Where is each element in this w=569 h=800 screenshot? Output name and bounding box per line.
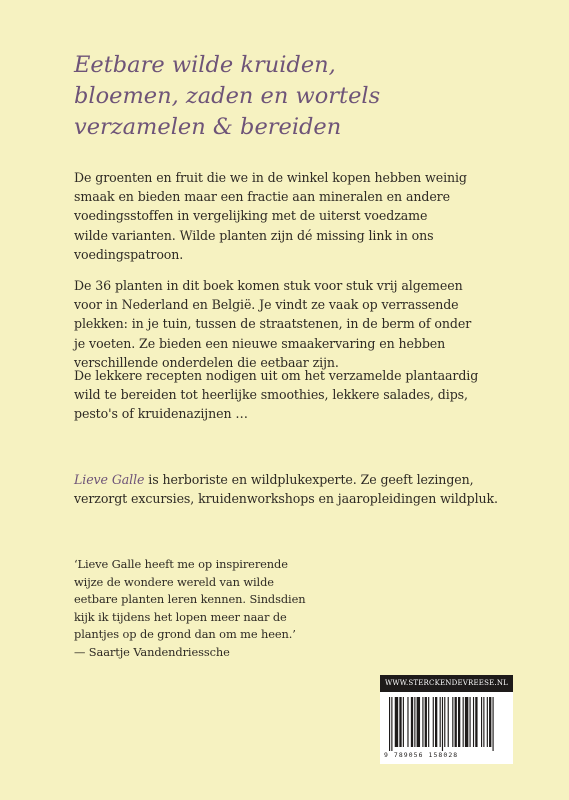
barcode-stripe [440,697,441,747]
barcode-stripe [470,697,471,747]
barcode-stripe [399,697,401,747]
barcode-stripe [487,697,488,747]
blurb-line: wilde varianten. Wilde planten zijn dé missing link in ons [74,227,434,243]
endorsement-quote [74,556,374,662]
publisher-website: WWW.STERCKENDEVREESE.NL [380,675,513,692]
author-name: Lieve Galle [74,472,145,487]
blurb-paragraph-1 [74,168,544,264]
blurb-line: plekken: in je tuin, tussen de straatstenen, in de berm of onder [74,316,472,332]
blurb-paragraph-3 [74,366,544,424]
blurb-line: voedingsstoffen in vergelijking met de uiterst voedzame [74,208,428,224]
blurb-line: De lekkere recepten nodigen uit om het verzamelde plantaardig [74,368,479,383]
blurb-line: De 36 planten in dit boek komen stuk voor stuk vrij algemeen [74,278,463,293]
blurb-line: De groenten en fruit die we in de winkel kopen hebben weinig [74,170,467,185]
author-bio-line [74,470,544,489]
barcode-stripe [428,697,429,747]
title-line: bloemen, zaden en wortels [74,83,381,109]
blurb-line: verschillende onderdelen die eetbaar zijn. [74,354,339,370]
barcode-stripe [475,697,477,747]
barcode-icon [389,697,505,751]
cover-title [74,50,544,143]
barcode-stripe [448,697,449,747]
blurb-line: voor in Nederland en België. Je vindt ze vaak op verrassende [74,297,459,313]
isbn-barcode-block [380,675,513,764]
blurb-line: voedingspatroon. [74,246,184,262]
barcode-stripe [433,697,434,747]
barcode-stripe [389,697,390,751]
barcode-stripe [473,697,474,747]
barcode-stripe [422,697,423,747]
barcode-stripe [444,697,445,747]
barcode-stripe [463,697,464,747]
barcode-stripe [442,697,443,751]
title-line: verzamelen & bereiden [74,114,342,140]
barcode-stripe [489,697,491,747]
barcode-stripe [452,697,453,747]
barcode-stripe [465,697,468,747]
barcode-stripe [425,697,427,747]
barcode-stripe [455,697,457,747]
quote-line: plantjes op de grond dan om me heen.’ [74,627,296,642]
barcode-stripe [407,697,408,747]
blurb-paragraph-2 [74,276,544,372]
quote-line: kijk ik tijdens het lopen meer naar de [74,609,287,624]
barcode-stripe [458,697,460,747]
title-line: Eetbare wilde kruiden, [74,52,336,78]
isbn-digits: 9 789056 158028 [384,751,459,759]
barcode-stripe [417,697,420,747]
author-bio [74,470,544,508]
barcode-stripe [395,697,398,747]
barcode-stripe [481,697,482,747]
barcode-stripe [391,697,392,751]
quote-line: eetbare planten leren kennen. Sindsdien [74,592,306,607]
blurb-line: je voeten. Ze bieden een nieuwe smaakervaring en hebben [74,335,446,351]
barcode-stripe [435,697,437,747]
barcode-stripe [414,697,415,747]
author-bio-line: verzorgt excursies, kruidenworkshops en jaaropleidingen wildpluk. [74,491,498,507]
blurb-line: smaak en bieden maar een fractie aan mineralen en andere [74,189,450,205]
author-bio-text: is herboriste en wildplukexperte. Ze geeft lezingen, [144,472,474,487]
barcode-stripe [493,697,494,751]
barcode-stripe [411,697,413,747]
blurb-line: pesto's of kruidenazijnen … [74,406,248,422]
blurb-line: wild te bereiden tot heerlijke smoothies, lekkere salades, dips, [74,387,468,403]
quote-line: ‘Lieve Galle heeft me op inspirerende [74,557,288,571]
barcode-stripe [483,697,484,747]
quote-attribution: — Saartje Vandendriessche [74,644,230,659]
quote-line: wijze de wondere wereld van wilde [74,574,274,589]
barcode-stripe [403,697,404,747]
